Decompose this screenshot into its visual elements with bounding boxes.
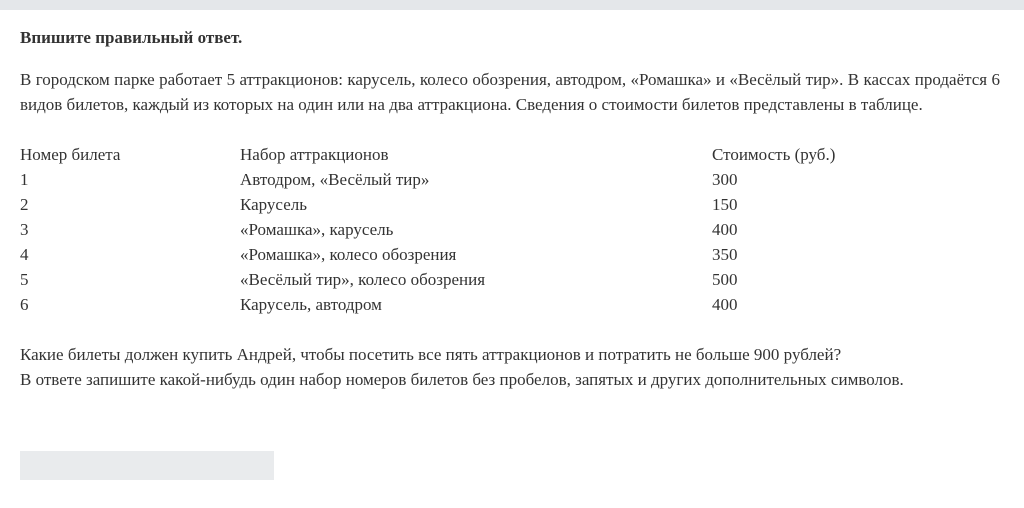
task-instruction: Впишите правильный ответ.	[20, 28, 243, 47]
ticket-cost: 350	[712, 245, 738, 264]
ticket-attractions: «Ромашка», колесо обозрения	[240, 245, 457, 264]
ticket-attractions: Карусель	[240, 195, 307, 214]
tickets-table	[20, 142, 912, 317]
table-row	[20, 267, 912, 292]
question-text	[20, 342, 1000, 392]
table-row	[20, 167, 912, 192]
top-bar	[0, 0, 1024, 10]
ticket-cost: 300	[712, 170, 738, 189]
ticket-cost: 400	[712, 220, 738, 239]
table-row	[20, 192, 912, 217]
ticket-cost: 400	[712, 295, 738, 314]
ticket-attractions: «Весёлый тир», колесо обозрения	[240, 270, 486, 289]
ticket-attractions: Карусель, автодром	[240, 295, 382, 314]
question-line-1: Какие билеты должен купить Андрей, чтобы посетить все пять аттракционов и потратить не больше 900 рублей?	[20, 345, 842, 364]
header-ticket-number: Номер билета	[20, 145, 121, 164]
answer-input[interactable]	[20, 451, 274, 480]
ticket-cost: 150	[712, 195, 738, 214]
table-row	[20, 217, 912, 242]
table-row	[20, 292, 912, 317]
header-cost: Стоимость (руб.)	[712, 145, 836, 164]
ticket-attractions: Автодром, «Весёлый тир»	[240, 170, 430, 189]
ticket-number: 1	[20, 170, 29, 189]
problem-text: В городском парке работает 5 аттракционов: карусель, колесо обозрения, автодром, «Ромашка» и «Весёлый тир». В кассах продаётся 6 видов билетов, каждый из которых на один или на два аттракциона. Сведения о стоимости билетов представлены в таблице.	[20, 70, 1000, 114]
task-content	[20, 25, 1000, 392]
ticket-number: 2	[20, 195, 29, 214]
question-line-2: В ответе запишите какой-нибудь один набор номеров билетов без пробелов, запятых и других дополнительных символов.	[20, 370, 904, 389]
ticket-number: 3	[20, 220, 29, 239]
table-header-row	[20, 142, 912, 167]
header-attractions-set: Набор аттракционов	[240, 145, 389, 164]
ticket-number: 4	[20, 245, 29, 264]
ticket-cost: 500	[712, 270, 738, 289]
table-row	[20, 242, 912, 267]
ticket-number: 6	[20, 295, 29, 314]
ticket-attractions: «Ромашка», карусель	[240, 220, 394, 239]
ticket-number: 5	[20, 270, 29, 289]
